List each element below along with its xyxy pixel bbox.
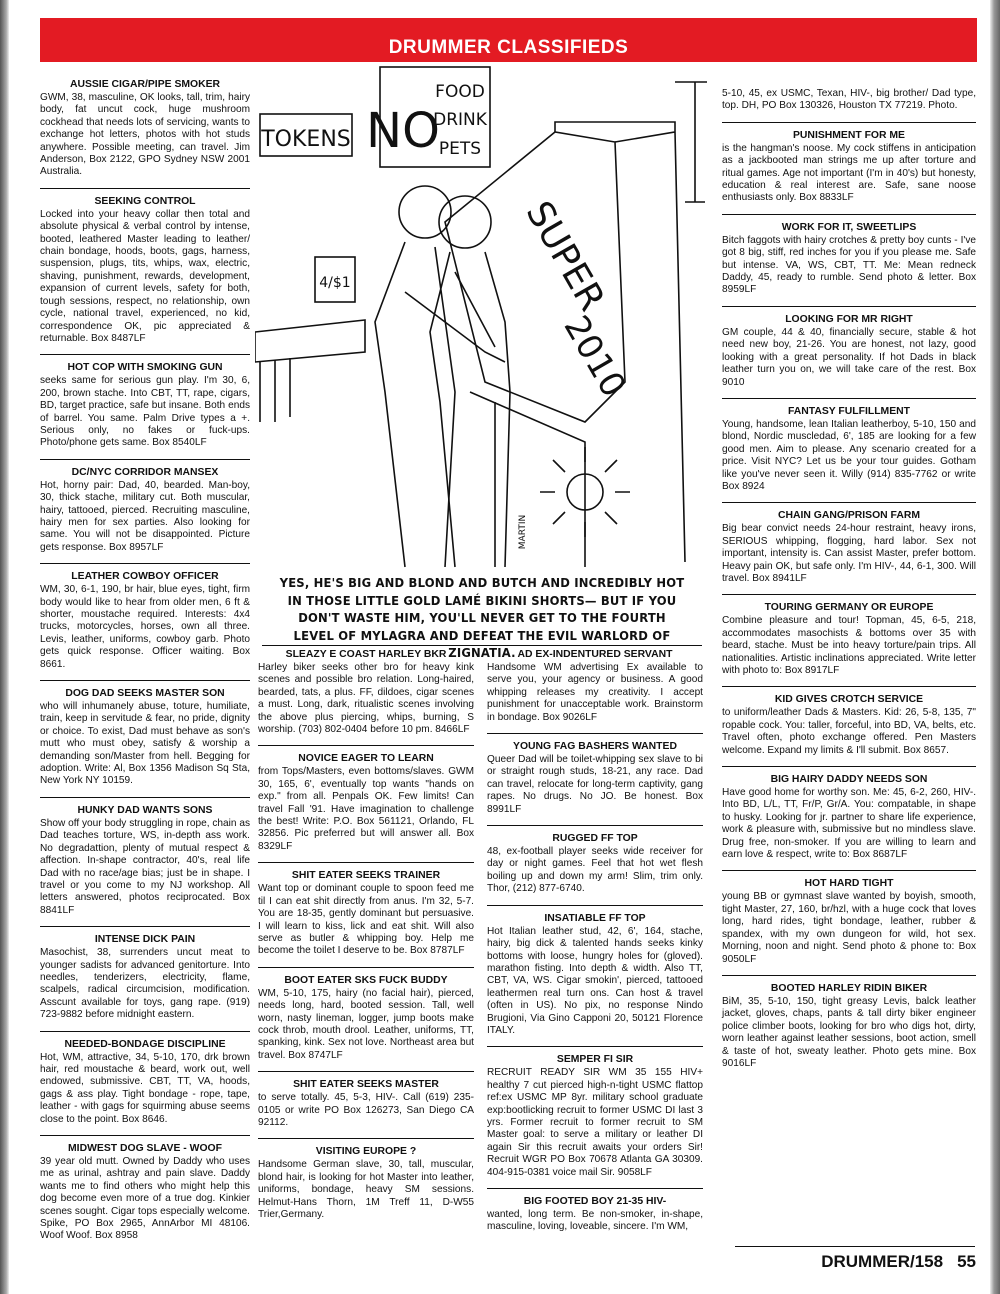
ad-divider bbox=[40, 188, 250, 189]
ad-body: Harley biker seeks other bro for heavy kink scenes and possible bro relation. Long-haired, bearded, tats, a plus. FF, dildoes, cigar scenes a must. Long, dark, ritualistic scenes involving the above plus piercing, whips, burning, S worship. (703) 802-0404 before 10 pm. 8466LF bbox=[258, 662, 474, 736]
ad-body: RECRUIT READY SIR WM 35 155 HIV+ healthy 7 cut pierced high-n-tight USMC flattop ref:ex USMC MP 8yr. military school graduate exp:bootlicking recruit to former USMC DI last 3 yrs. Former recruit to former recruit to SM Master goal: to serve a military or leather DI again Sir this recruit awaits your orders Sir! Recruit WGR PO Box 70678 Atlanta GA 30309. 404-915-0381 voice mail Sir. 9058LF bbox=[487, 1067, 703, 1178]
ad-body: Want top or dominant couple to spoon feed me til I can eat shit directly from anus. I'm 32, 5-7. You are 18-35, gently dominant but persuasive. I will learn to kiss, lick and eat shit. Will also serve as butler & whipping boy. Help me become the toilet I deserve to be. Box 8787LF bbox=[258, 883, 474, 957]
classified-ad bbox=[487, 740, 703, 816]
ad-body: young BB or gymnast slave wanted by boyish, smooth, tight Master, 27, 160, br/hzl, with a huge cock that loves long, hard rides, tight bondage, leather, rubber & spandex, with my own dungeon for wild, hot sex. Morning, noon and night. Send photo & phone to: Box 9050LF bbox=[722, 891, 976, 965]
classified-ad bbox=[722, 221, 976, 297]
ad-divider bbox=[722, 398, 976, 399]
column-middle-right bbox=[487, 648, 703, 1234]
ad-title: BIG FOOTED BOY 21-35 HIV- bbox=[523, 1196, 667, 1207]
sign-tokens: TOKENS bbox=[261, 127, 351, 152]
ad-body: 5-10, 45, ex USMC, Texan, HIV-, big brother/ Dad type, top. DH, PO Box 130326, Houston TX 77219. Photo. bbox=[722, 88, 976, 112]
ad-body: GWM, 38, masculine, OK looks, tall, trim, hairy body, fat uncut cock, huge mushroom cockhead that needs lots of servicing, wants to exchange hot letters, photos with hot studs anywhere. Possible meeting, can travel. Jim Anderson, Box 2122, GPO Sydney NSW 2001 Australia. bbox=[40, 92, 250, 178]
ad-title: SLEAZY E COAST HARLEY BKR bbox=[285, 649, 447, 660]
ad-title: DOG DAD SEEKS MASTER SON bbox=[65, 688, 225, 700]
ad-title: YOUNG FAG BASHERS WANTED bbox=[513, 741, 677, 753]
ad-title: SHIT EATER SEEKS TRAINER bbox=[291, 870, 441, 882]
ad-body: Queer Dad will be toilet-whipping sex slave to bi or straight rough studs, 18-21, any race. Dad can travel, relocate for long-term captivity, gang rapes. No drugs. No JO. Be honest. Box 8991LF bbox=[487, 754, 703, 815]
ad-body: wanted, long term. Be non-smoker, in-shape, masculine, loving, loveable, sincere. I'm WM, bbox=[487, 1209, 703, 1233]
classified-ad bbox=[258, 1078, 474, 1129]
classified-ad bbox=[722, 877, 976, 965]
ad-body: GM couple, 44 & 40, financially secure, stable & hot need new boy, 21-26. You are honest, not lazy, good looking with a great personality. If hot Dads in black leather turn you on, we will take care of the rest. Box 9010 bbox=[722, 326, 976, 388]
ad-divider bbox=[40, 354, 250, 355]
ad-title: KID GIVES CROTCH SERVICE bbox=[774, 694, 924, 706]
ad-body: Handsome WM advertising Ex available to serve you, your agency or business. A good whipping releases my creativity. I accept punishment for unacceptable work. Brainstorm in bondage. Box 9026LF bbox=[487, 662, 703, 723]
ad-body: Hot, WM, attractive, 34, 5-10, 170, drk brown hair, red moustache & beard, work out, well endowed, submissive. CBT, TT, VA, hoods, gags & ass play. Tight bondage - rope, tape, leather - with gags for squirming abuse seems close to the point. Box 8646. bbox=[40, 1051, 250, 1125]
ad-divider bbox=[487, 1046, 703, 1047]
ad-divider bbox=[722, 306, 976, 307]
classified-ad bbox=[40, 195, 250, 345]
ad-body: from Tops/Masters, even bottoms/slaves. GWM 30, 165, 6', eventually top wants "hands on exp." from all. Penpals OK. Few limits! Can travel Fall '91. Have imagination to challenge the best! Write: P.O. Box 561121, Orlando, FL 32856. Pic preferred but will answer all. Box 8329LF bbox=[258, 766, 474, 852]
ad-body: Locked into your heavy collar then total and absolute physical & verbal control by intense, booted, leathered Master leading to leather/ chain bondage, hoods, boots, gags, harness, suspension, plugs, tits, whips, wax, electric, shaving, punishment, rewards, development, expansion of current levels, safety for both, tough sessions, respect, no relationship, own cycle, national travel, experienced, no kid, correspondence OK, pic appreciated & returnable. Box 8487LF bbox=[40, 208, 250, 344]
ad-title: INTENSE DICK PAIN bbox=[94, 934, 196, 946]
classified-ad bbox=[487, 912, 703, 1038]
ad-title: INSATIABLE FF TOP bbox=[544, 912, 646, 924]
classified-ad bbox=[487, 1195, 703, 1234]
sign-no: NO bbox=[366, 103, 440, 159]
ad-body: 48, ex-football player seeks wide receiver for day or night games. Feel that hot wet flesh boiling up and down my arm! Slim, trim only. Thor, (212) 877-6740. bbox=[487, 846, 703, 895]
ad-divider bbox=[40, 680, 250, 681]
ad-title: FANTASY FULFILLMENT bbox=[788, 405, 910, 417]
page-binding-edge-left bbox=[0, 0, 9, 1294]
ad-divider bbox=[40, 926, 250, 927]
ad-divider bbox=[40, 459, 250, 460]
caption-divider bbox=[262, 645, 702, 646]
page-footer bbox=[760, 1252, 976, 1272]
ad-title: HOT HARD TIGHT bbox=[804, 878, 894, 890]
ad-divider bbox=[40, 563, 250, 564]
classified-ad bbox=[487, 648, 703, 724]
ad-body: WM, 30, 6-1, 190, br hair, blue eyes, tight, firm body would like to hear from older men, 6 ft & shorter, moustache required. Interests: 4x4 trucks, motorcycles, horses, own all three. Levis, leather, uniforms, cowboy garb. Photo gets quick response. Officer waiting. Box 8661. bbox=[40, 584, 250, 670]
ad-divider bbox=[722, 594, 976, 595]
sign-food: FOOD bbox=[435, 82, 485, 102]
cartoon-illustration bbox=[255, 62, 707, 572]
classified-ad bbox=[258, 648, 474, 736]
ad-title: BIG HAIRY DADDY NEEDS SON bbox=[770, 774, 928, 786]
classified-ad bbox=[258, 869, 474, 957]
classified-ad bbox=[40, 1142, 250, 1243]
classified-ad bbox=[258, 752, 474, 853]
footer-divider bbox=[735, 1246, 975, 1247]
ad-divider bbox=[487, 733, 703, 734]
ad-title: LOOKING FOR MR RIGHT bbox=[785, 313, 913, 325]
ad-title: SEMPER FI SIR bbox=[556, 1054, 634, 1066]
ad-body: Show off your body struggling in rope, chain as Dad teaches torture, WS, in-depth ass work. No degradattion, plenty of mutual respect & affection. In-shape contractor, 40's, real life Dad with no race/age bias; just be in shape. I travel or you come to my NJ workshop. All letters answered, photos reciprocated. Box 8841LF bbox=[40, 817, 250, 916]
classified-ad bbox=[722, 982, 976, 1070]
column-left bbox=[40, 78, 250, 1243]
ad-title: BOOTED HARLEY RIDIN BIKER bbox=[770, 982, 928, 994]
ad-divider bbox=[258, 745, 474, 746]
ad-title: AUSSIE CIGAR/PIPE SMOKER bbox=[69, 79, 221, 90]
classified-ad bbox=[258, 974, 474, 1062]
ad-body: to uniform/leather Dads & Masters. Kid: 26, 5-8, 135, 7" ropable cock. You: taller, forceful, into BD, VA, belts, etc. Travel often, photo exchange offered. Pen Masters welcome. Expand my limits & I'll submit. Box 8657. bbox=[722, 707, 976, 756]
classified-ad bbox=[40, 570, 250, 671]
ad-title: RUGGED FF TOP bbox=[552, 833, 638, 845]
ad-body: BiM, 35, 5-10, 150, tight greasy Levis, balck leather jacket, gloves, chaps, pants & tall dirty biker engineer police climber boots, looking for bro who digs hot, dirty, worn leather against leather sessions, boot action, smell & taste of hot, sweaty leather. Photo gets mine. Box 9016LF bbox=[722, 995, 976, 1069]
sign-pets: PETS bbox=[438, 139, 482, 159]
ad-body: Have good home for worthy son. Me: 45, 6-2, 260, HIV-. Into BD, L/L, TT, Fr/P, Gr/A. You: compatable, in shape to husky. Looking for jr. partner to share life experience, work & pleasure with, submissive but no mindless slave. Drug free, non-smoker. If you are willing to learn and earn love & respect, write to: Box 8687LF bbox=[722, 787, 976, 861]
ad-body: is the hangman's noose. My cock stiffens in anticipation as a jackbooted man strings me up after torture and ritual games. Age not important (I'm in 40's) but honesty, education & real interest are. Safe, sane noose enthusiasts only. Box 8833LF bbox=[722, 142, 976, 204]
ad-body: to serve totally. 45, 5-3, HIV-. Call (619) 235-0105 or write PO Box 126273, San Diego CA 92112. bbox=[258, 1092, 474, 1128]
ad-body: Young, handsome, lean Italian leatherboy, 5-10, 150 and blond, Nordic muscledad, 6', 185 are looking for a few good men. Aim to please. Any scenario created for a price. Visit NYC? Let us be your tour guides. Gotham like you've never seen it. Willy (914) 835-7762 or write Box 8924 bbox=[722, 418, 976, 492]
ad-divider bbox=[40, 1135, 250, 1136]
ad-title: CHAIN GANG/PRISON FARM bbox=[777, 510, 920, 522]
ad-divider bbox=[258, 967, 474, 968]
ad-divider bbox=[487, 825, 703, 826]
classified-ad bbox=[722, 313, 976, 389]
page-number: 55 bbox=[957, 1252, 976, 1271]
ad-divider bbox=[487, 905, 703, 906]
ad-body: 39 year old mutt. Owned by Daddy who uses me as urinal, ashtray and pain slave. Daddy wants me to find others who might help this dog become even more of a true dog. Kinkier scenes sought. Cigar tops especially welcome. Spike, PO Box 2965, AnnArbor MI 48106. Woof Woof. Box 8958 bbox=[40, 1156, 250, 1242]
ad-title: SEEKING CONTROL bbox=[94, 195, 196, 207]
ad-title: SHIT EATER SEEKS MASTER bbox=[293, 1079, 439, 1091]
artist-signature: MARTIN bbox=[518, 514, 528, 550]
sign-drink: DRINK bbox=[433, 110, 487, 130]
ad-body: Combine pleasure and tour! Topman, 45, 6-5, 218, accommodates masochists & bottoms over 35 with beard, stache. Must be into heavy torture/pain trips. All nationalities. Artistic inclinations appreciated. Write letter with photo to: Box 8917LF bbox=[722, 615, 976, 676]
classified-ad bbox=[722, 129, 976, 205]
ad-body: Hot Italian leather stud, 42, 6', 164, stache, hairy, big dick & talented hands seeks kinky bottoms with loose, hungry holes for (gloved). marathon fisting. Into depth & width. Also TT, CBT, VA, WS. Cigar smokin', pierced, tattooed leathermen real turn ons. Can host & travel (often in US). No pix, no response Nindo Brugioni, Via Gino Capponi 20, 50121 Florence ITALY. bbox=[487, 925, 703, 1036]
classified-ad bbox=[722, 509, 976, 585]
ad-divider bbox=[722, 122, 976, 123]
classified-ad bbox=[40, 687, 250, 788]
ad-body: Bitch faggots with hairy crotches & pretty boy cunts - I've got 8 big, stiff, red inches for you if you please me. Safe but intense. VA, WS, CBT, TT. Me: Mean redneck Daddy, 45, ready to rumble. Send photo & letter. Box 8959LF bbox=[722, 234, 976, 296]
classified-ad bbox=[487, 832, 703, 896]
ad-divider bbox=[258, 1138, 474, 1139]
ad-divider bbox=[722, 975, 976, 976]
classified-ad bbox=[40, 1038, 250, 1126]
ad-divider bbox=[722, 502, 976, 503]
classified-ad bbox=[40, 466, 250, 554]
ad-title: LEATHER COWBOY OFFICER bbox=[71, 571, 219, 583]
ad-divider bbox=[487, 1188, 703, 1189]
ad-divider bbox=[722, 766, 976, 767]
ad-title: HOT COP WITH SMOKING GUN bbox=[67, 362, 223, 374]
ad-body: Big bear convict needs 24-hour restraint, heavy irons, SERIOUS whipping, flogging, hard labor. Sex not important, intensity is. Can assist Master, prefer bottom. Heavy pain OK, but safe only. I'm HIV-, 44, 6-1, 300. Will travel. Box 8941LF bbox=[722, 523, 976, 584]
ad-divider bbox=[722, 686, 976, 687]
ad-divider bbox=[40, 797, 250, 798]
game-title-2010: 2010 bbox=[555, 309, 634, 404]
classified-ad bbox=[40, 78, 250, 179]
ad-body: seeks same for serious gun play. I'm 30, 6, 200, brown stache. Into CBT, TT, rape, cigars, BD, target practice, safe but insane. Both ends of barrel. You same. Palm Drive types a +. Serious only, no fakes or fuck-ups. Photo/phone gets same. Box 8540LF bbox=[40, 375, 250, 449]
ad-body: Masochist, 38, surrenders uncut meat to younger sadists for advanced genitorture. Into needles, tenderizers, electricity, flame, scalpels, radical circumcision, modification. Asscunt available for toys, gang rape. (919) 723-9882 before midnight eastern. bbox=[40, 947, 250, 1021]
ad-divider bbox=[40, 1031, 250, 1032]
classified-ad bbox=[258, 1145, 474, 1221]
ad-title: PUNISHMENT FOR ME bbox=[793, 129, 905, 141]
classified-ad bbox=[722, 405, 976, 493]
section-title: DRUMMER CLASSIFIEDS bbox=[388, 37, 629, 58]
ad-title: VISITING EUROPE ? bbox=[315, 1146, 417, 1158]
ad-divider bbox=[722, 870, 976, 871]
ad-title: NEEDED-BONDAGE DISCIPLINE bbox=[64, 1038, 226, 1050]
publication-issue: DRUMMER/158 bbox=[821, 1252, 944, 1271]
column-middle-left bbox=[258, 648, 474, 1221]
ad-divider bbox=[722, 214, 976, 215]
ad-title: DC/NYC CORRIDOR MANSEX bbox=[71, 466, 219, 478]
ad-title: MIDWEST DOG SLAVE - WOOF bbox=[68, 1143, 222, 1154]
section-banner bbox=[40, 18, 977, 62]
classified-ad bbox=[722, 773, 976, 861]
ad-divider bbox=[258, 1071, 474, 1072]
ad-title: NOVICE EAGER TO LEARN bbox=[298, 753, 434, 765]
ad-body: Hot, horny pair: Dad, 40, bearded. Man-boy, 30, thick stache, military cut. Both muscular, hairy, tattooed, pierced. Recruiting masculine, hairy men for sex parties. Also looking for same. You will not be disappointed. Picture gets response. Box 8957LF bbox=[40, 479, 250, 553]
ad-divider bbox=[258, 862, 474, 863]
classified-ad bbox=[40, 933, 250, 1021]
classified-ad bbox=[487, 1053, 703, 1179]
classified-ad bbox=[40, 804, 250, 917]
ad-body: who will inhumanely abuse, toture, humiliate, train, keep in servitude & fear, no pride, dignity or choice. To exist, Dad must behave as son's mutt who must obey, satisfy & worship a demanding son/Master from hell. Begging for adoption. Write: Al, Box 1356 Madison Sq Sta, New York NY 10159. bbox=[40, 701, 250, 787]
ad-title: AD EX-INDENTURED SERVANT bbox=[517, 649, 673, 660]
ad-body: WM, 5-10, 175, hairy (no facial hair), pierced, needs long, hard, booted session. Tall, well worn, nasty lineman, logger, jump boots make cock throb, mouth drool. Leather, uniforms, TT, spanking, kink. Sex not love. Northeast area but travel. Box 8747LF bbox=[258, 987, 474, 1061]
classified-ad bbox=[40, 361, 250, 449]
classified-ad bbox=[722, 693, 976, 757]
classified-ad bbox=[722, 601, 976, 677]
ad-body: Handsome German slave, 30, tall, muscular, blond hair, is looking for hot Master into leather, uniforms, bondage, heavy SM sessions. Helmut-Hans Thorn, 1M Treff 11, D-W55 Trier,Germany. bbox=[258, 1159, 474, 1220]
ad-title: TOURING GERMANY OR EUROPE bbox=[764, 602, 934, 614]
ad-title: WORK FOR IT, SWEETLIPS bbox=[781, 221, 917, 233]
ad-title: BOOT EATER SKS FUCK BUDDY bbox=[284, 974, 448, 986]
column-right bbox=[722, 88, 976, 1070]
ad-title: HUNKY DAD WANTS SONS bbox=[77, 804, 213, 816]
sign-price: 4/$1 bbox=[319, 275, 351, 291]
classified-ad bbox=[722, 88, 976, 113]
cartoon-caption: YES, HE'S BIG AND BLOND AND BUTCH AND INCREDIBLY HOT IN THOSE LITTLE GOLD LAMÉ BIKINI SHORTS— BUT IF YOU DON'T WASTE HIM, YOU'LL NEVER GET TO THE FOURTH LEVEL OF MYLAGRA AND DEFEAT THE EVIL WARLORD OF ZIGNATIA. bbox=[279, 575, 685, 660]
game-title-super: SUPER bbox=[517, 194, 613, 318]
page-binding-edge-right bbox=[990, 0, 1000, 1294]
